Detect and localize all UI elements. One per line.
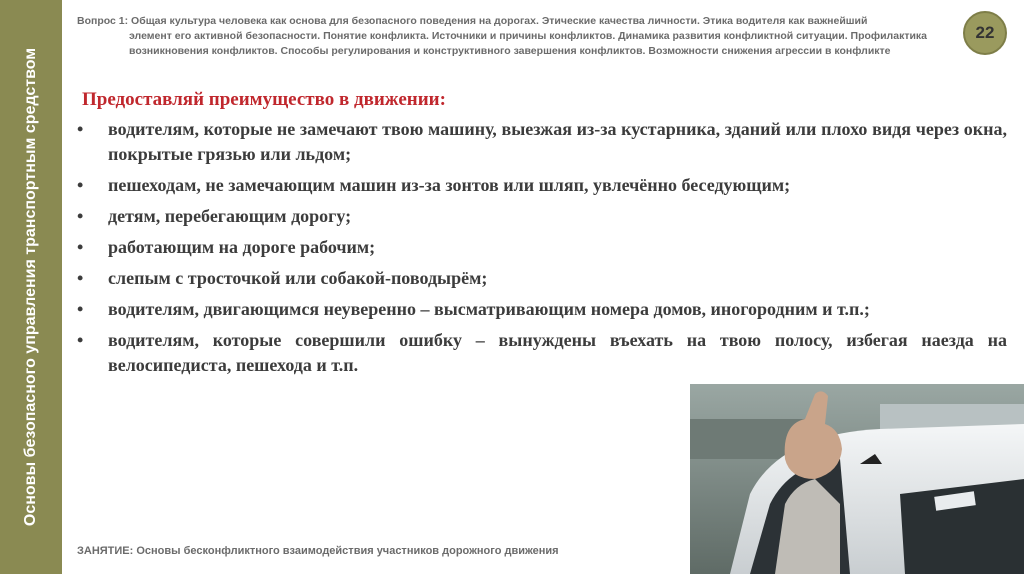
list-item: • работающим на дороге рабочим; (77, 235, 1007, 260)
list-item: • слепым с тросточкой или собакой-поводырём; (77, 266, 1007, 291)
list-item: • водителям, которые не замечают твою машину, выезжая из-за кустарника, зданий или плохо видя через окна, покрытые грязью или льдом; (77, 119, 1007, 164)
header-continuation: элемент его активной безопасности. Понятие конфликта. Источники и причины конфликтов. Динамика развития конфликтной ситуации. Профилактика возникновения конфликтов. Способы регулирования и конструктивного завершения конфликтов. Возможности снижения агрессии в конфликте (129, 30, 928, 57)
bullet-icon: • (77, 330, 84, 350)
bullet-icon: • (77, 268, 84, 288)
bullet-icon: • (77, 237, 84, 257)
bullet-icon: • (77, 175, 84, 195)
list-item: • водителям, которые совершили ошибку – вынуждены въехать на твою полосу, избегая наезда на велосипедиста, пешехода и т.п. (77, 330, 1007, 375)
list-item: • пешеходам, не замечающим машин из-за зонтов или шляп, увлечённо беседующим; (77, 173, 1007, 198)
header-first-line: Вопрос 1: Общая культура человека как основа для безопасного поведения на дорогах. Этические качества личности. Этика водителя как важнейший (77, 15, 868, 27)
list-item: • детям, перебегающим дорогу; (77, 204, 1007, 229)
footer-lesson: ЗАНЯТИЕ: Основы бесконфликтного взаимодействия участников дорожного движения (77, 545, 559, 557)
page-number-badge: 22 (963, 11, 1007, 55)
sidebar-title: Основы безопасного управления транспортным средством (22, 47, 39, 527)
photo-illustration (690, 384, 1024, 574)
thumbs-up-car-photo (690, 384, 1024, 574)
sidebar (0, 0, 62, 574)
bullet-list (77, 117, 1007, 384)
bullet-icon: • (77, 206, 84, 226)
content-heading: Предоставляй преимущество в движении: (82, 89, 446, 110)
bullet-icon: • (77, 299, 84, 319)
list-item: • водителям, двигающимся неуверенно – высматривающим номера домов, иногородним и т.п.; (77, 297, 1007, 322)
bullet-icon: • (77, 119, 84, 139)
slide-header (77, 14, 957, 59)
